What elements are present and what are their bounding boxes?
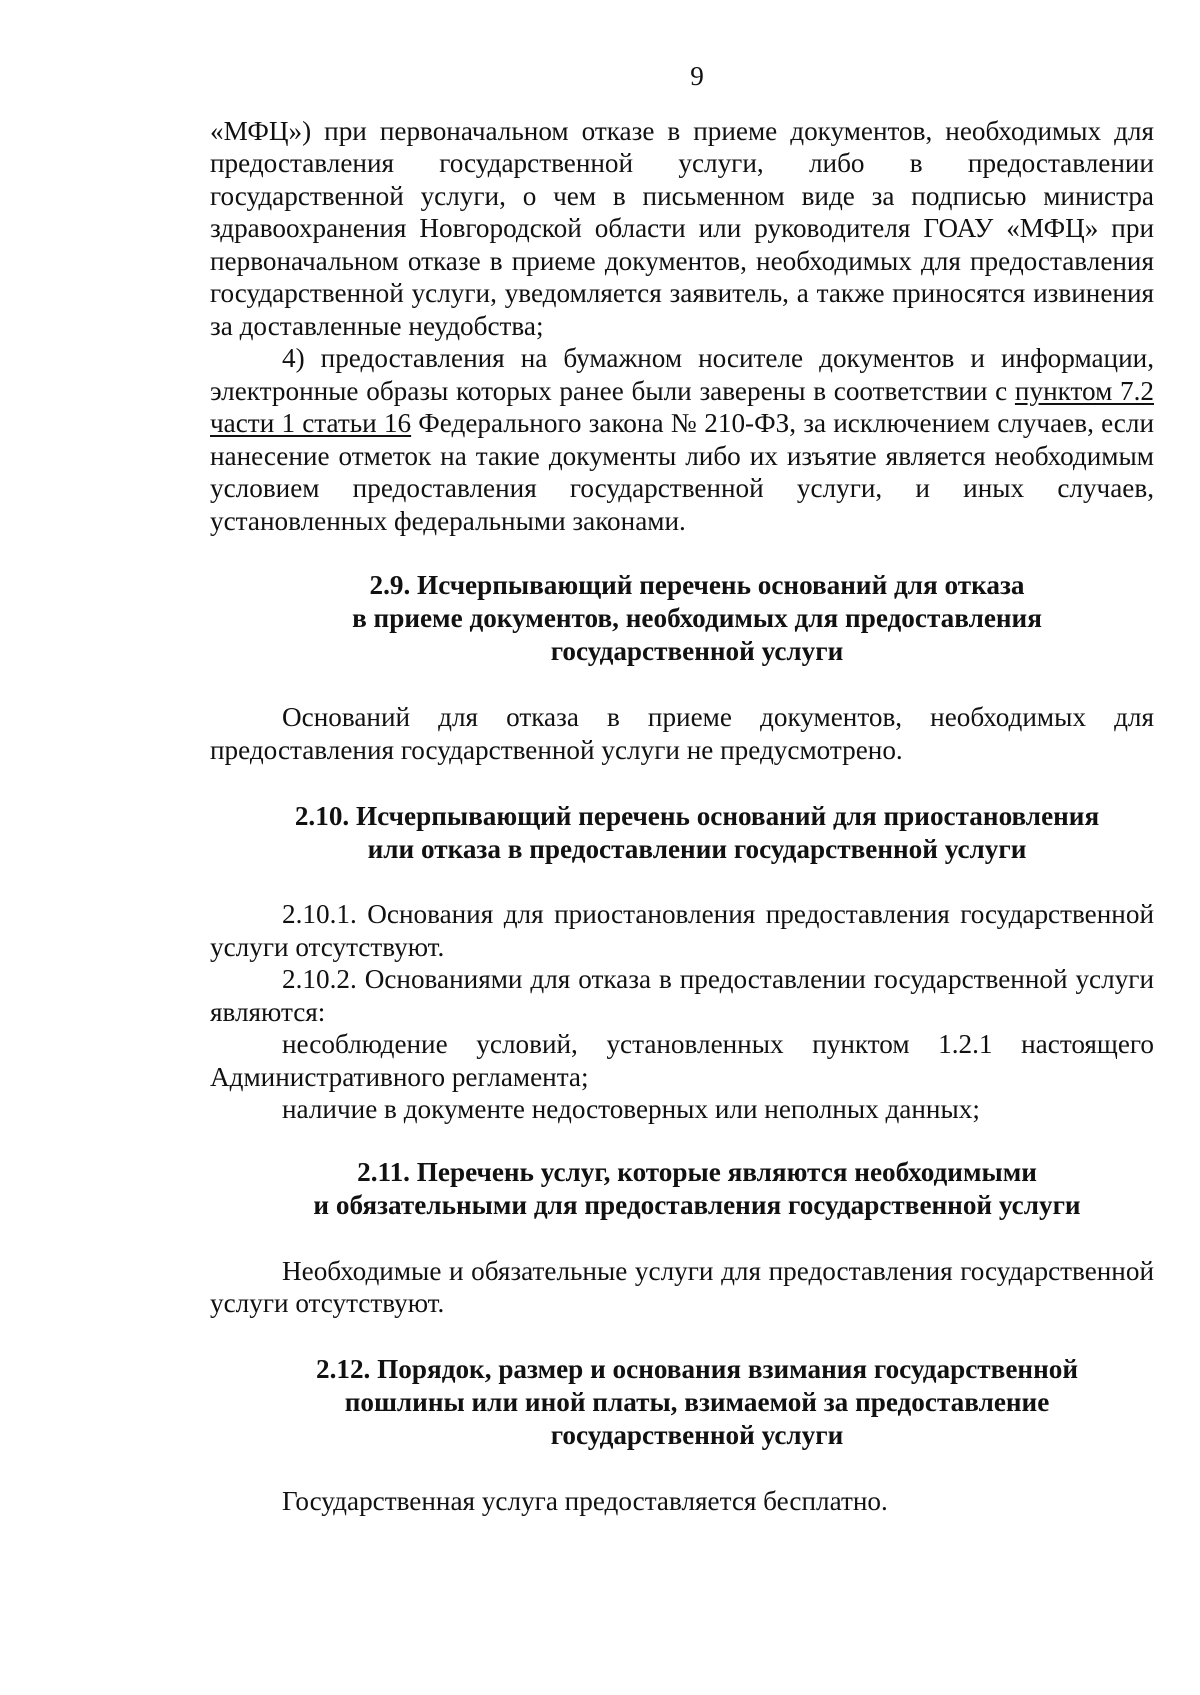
section-2-11-title-line: и обязательными для предоставления государственной услуги	[313, 1189, 1081, 1220]
page-number: 9	[690, 61, 704, 91]
paragraph-2-10-2: 2.10.2. Основаниями для отказа в предоставлении государственной услуги являются:	[210, 964, 1154, 1027]
section-2-12-title-line: государственной услуги	[550, 1419, 844, 1450]
paragraph-item-4	[210, 342, 1154, 537]
document-page	[210, 60, 1154, 1517]
section-2-11-title	[210, 1156, 1154, 1222]
section-2-9-title-line: в приеме документов, необходимых для предоставления	[352, 603, 1042, 633]
section-2-9-title-line: государственной услуги	[550, 636, 844, 666]
section-2-10-title	[210, 800, 1154, 866]
paragraph-refusal-reason-2: наличие в документе недостоверных или неполных данных;	[282, 1094, 980, 1124]
section-2-12-title-line: 2.12. Порядок, размер и основания взимания государственной	[315, 1353, 1079, 1384]
section-2-11-title-line: 2.11. Перечень услуг, которые являются необходимыми	[357, 1156, 1037, 1187]
paragraph-refusal-reason-1: несоблюдение условий, установленных пунктом 1.2.1 настоящего Административного регламента;	[210, 1029, 1154, 1092]
section-2-12-title-line: пошлины или иной платы, взимаемой за предоставление	[344, 1386, 1050, 1417]
section-2-9-text: Оснований для отказа в приеме документов, необходимых для предоставления государственной услуги не предусмотрено.	[210, 702, 1154, 765]
section-2-10-title-line: 2.10. Исчерпывающий перечень оснований для приостановления	[294, 801, 1100, 831]
paragraph-mfc-refusal: «МФЦ») при первоначальном отказе в приеме документов, необходимых для предоставления государственной услуги, либо в предоставлении государственной услуги, о чем в письменном виде за подписью министра здравоохранения Новгородской области или руководителя ГОАУ «МФЦ» при первоначальном отказе в приеме документов, необходимых для предоставления государственной услуги, уведомляется заявитель, а также приносятся извинения за доставленные неудобства;	[210, 115, 1154, 341]
section-2-9-title	[210, 569, 1154, 668]
section-2-9-title-line: 2.9. Исчерпывающий перечень оснований для отказа	[369, 570, 1025, 600]
paragraph-item-4-text: 4) предоставления на бумажном носителе документов и информации, электронные образы которых ранее были заверены в соответствии с	[210, 343, 1154, 406]
paragraph-item-4-text-end: Федерального закона № 210-ФЗ, за исключением случаев, если нанесение отметок на такие документы либо их изъятие является необходимым условием предоставления государственной услуги, и иных случаев, установленных федеральными законами.	[210, 408, 1154, 536]
law-reference-link[interactable]: пунктом 7.2 части 1 статьи 16	[210, 375, 1154, 438]
section-2-11-text: Необходимые и обязательные услуги для предоставления государственной услуги отсутствуют.	[210, 1255, 1154, 1318]
section-2-12-text: Государственная услуга предоставляется бесплатно.	[282, 1485, 888, 1516]
section-2-12-title	[210, 1353, 1154, 1452]
section-2-10-title-line: или отказа в предоставлении государственной услуги	[367, 834, 1027, 864]
paragraph-2-10-1: 2.10.1. Основания для приостановления предоставления государственной услуги отсутствуют.	[210, 899, 1154, 962]
